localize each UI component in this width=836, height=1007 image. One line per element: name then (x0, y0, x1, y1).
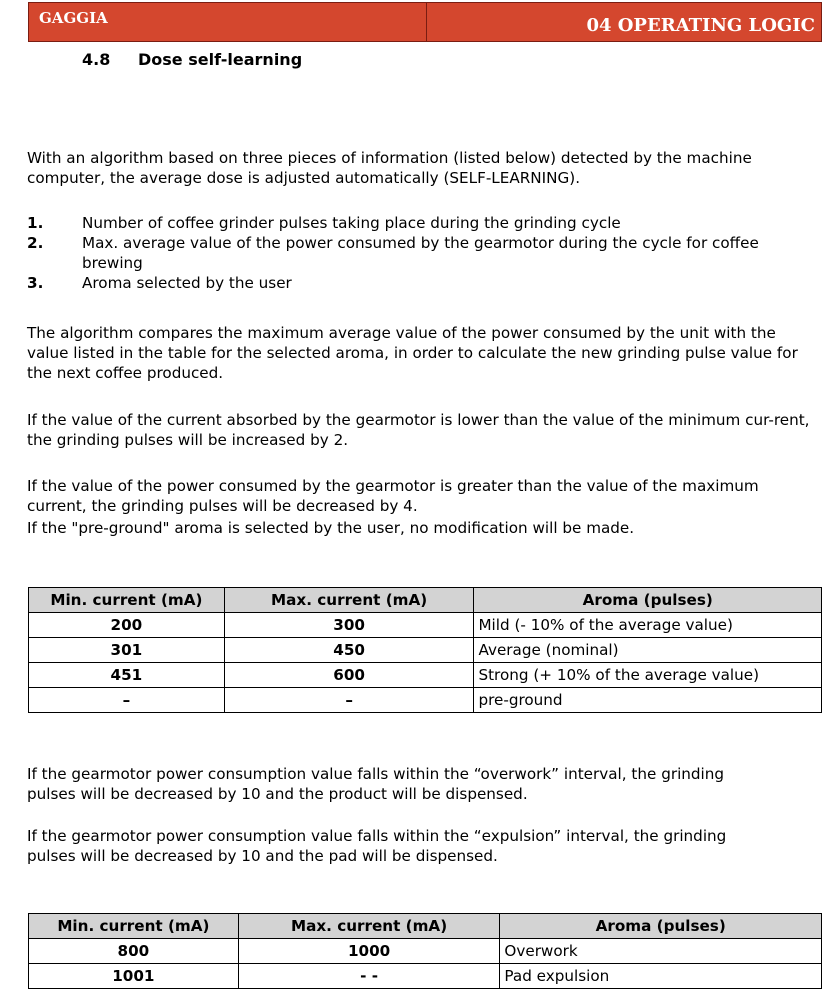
expulsion-paragraph: If the gearmotor power consumption value falls within the “expulsion” interval, the grinding pulses will be decreased by 10 and the pad will be dispensed. (27, 827, 727, 865)
page-header (28, 2, 822, 42)
list-text: Aroma selected by the user (82, 274, 292, 292)
cell-aroma: Overwork (500, 939, 822, 964)
section-heading: Dose self-learning (138, 50, 303, 69)
list-item (27, 273, 817, 293)
list-number: 2. (27, 234, 44, 252)
cell-max: 600 (224, 663, 474, 688)
section-number: 4.8 (82, 50, 111, 69)
cell-max: 300 (224, 613, 474, 638)
cell-max: 1000 (238, 939, 500, 964)
overwork-paragraph: If the gearmotor power consumption value falls within the “overwork” interval, the grinding pulses will be decreased by 10 and the product will be dispensed. (27, 765, 725, 803)
col-aroma: Aroma (pulses) (500, 914, 822, 939)
aroma-current-table (28, 587, 822, 713)
cell-min: – (29, 688, 225, 713)
cell-min: 200 (29, 613, 225, 638)
cell-max: - - (238, 964, 500, 989)
table-header-row (29, 588, 822, 613)
cell-min: 1001 (29, 964, 239, 989)
cell-aroma: Average (nominal) (474, 638, 822, 663)
table-row (29, 688, 822, 713)
table-row (29, 613, 822, 638)
brand-label: GAGGIA (29, 3, 427, 41)
list-item (27, 233, 787, 273)
col-max-current: Max. current (mA) (224, 588, 474, 613)
col-min-current: Min. current (mA) (29, 588, 225, 613)
cell-min: 451 (29, 663, 225, 688)
overwork-expulsion-table (28, 913, 822, 989)
list-number: 1. (27, 214, 44, 232)
intro-paragraph: With an algorithm based on three pieces of information (listed below) detected by the machine computer, the average dose is adjusted automatically (SELF-LEARNING). (27, 149, 752, 187)
cell-min: 301 (29, 638, 225, 663)
col-aroma: Aroma (pulses) (474, 588, 822, 613)
chapter-label: 04 OPERATING LOGIC (586, 15, 815, 36)
table-row (29, 663, 822, 688)
cell-aroma: Pad expulsion (500, 964, 822, 989)
cell-max: 450 (224, 638, 474, 663)
info-list (27, 213, 817, 293)
lower-current-paragraph: If the value of the current absorbed by the gearmotor is lower than the value of the minimum cur-rent, the grinding pulses will be increased by 2. (27, 411, 810, 449)
cell-aroma: Strong (+ 10% of the average value) (474, 663, 822, 688)
table-header-row (29, 914, 822, 939)
section-title (82, 50, 302, 69)
list-text: Max. average value of the power consumed by the gearmotor during the cycle for coffee brewing (82, 234, 759, 272)
cell-aroma: pre-ground (474, 688, 822, 713)
preground-paragraph: If the "pre-ground" aroma is selected by the user, no modification will be made. (27, 519, 635, 537)
table-row (29, 638, 822, 663)
col-max-current: Max. current (mA) (238, 914, 500, 939)
col-min-current: Min. current (mA) (29, 914, 239, 939)
list-text: Number of coffee grinder pulses taking place during the grinding cycle (82, 214, 621, 232)
cell-min: 800 (29, 939, 239, 964)
cell-aroma: Mild (- 10% of the average value) (474, 613, 822, 638)
greater-current-paragraph: If the value of the power consumed by the gearmotor is greater than the value of the maximum current, the grinding pulses will be decreased by 4. (27, 477, 759, 515)
table-row (29, 939, 822, 964)
list-number: 3. (27, 274, 44, 292)
table-row (29, 964, 822, 989)
cell-max: – (224, 688, 474, 713)
algorithm-paragraph: The algorithm compares the maximum average value of the power consumed by the unit with the value listed in the table for the selected aroma, in order to calculate the new grinding pulse value for the next coffee produced. (27, 324, 798, 382)
list-item (27, 213, 817, 233)
